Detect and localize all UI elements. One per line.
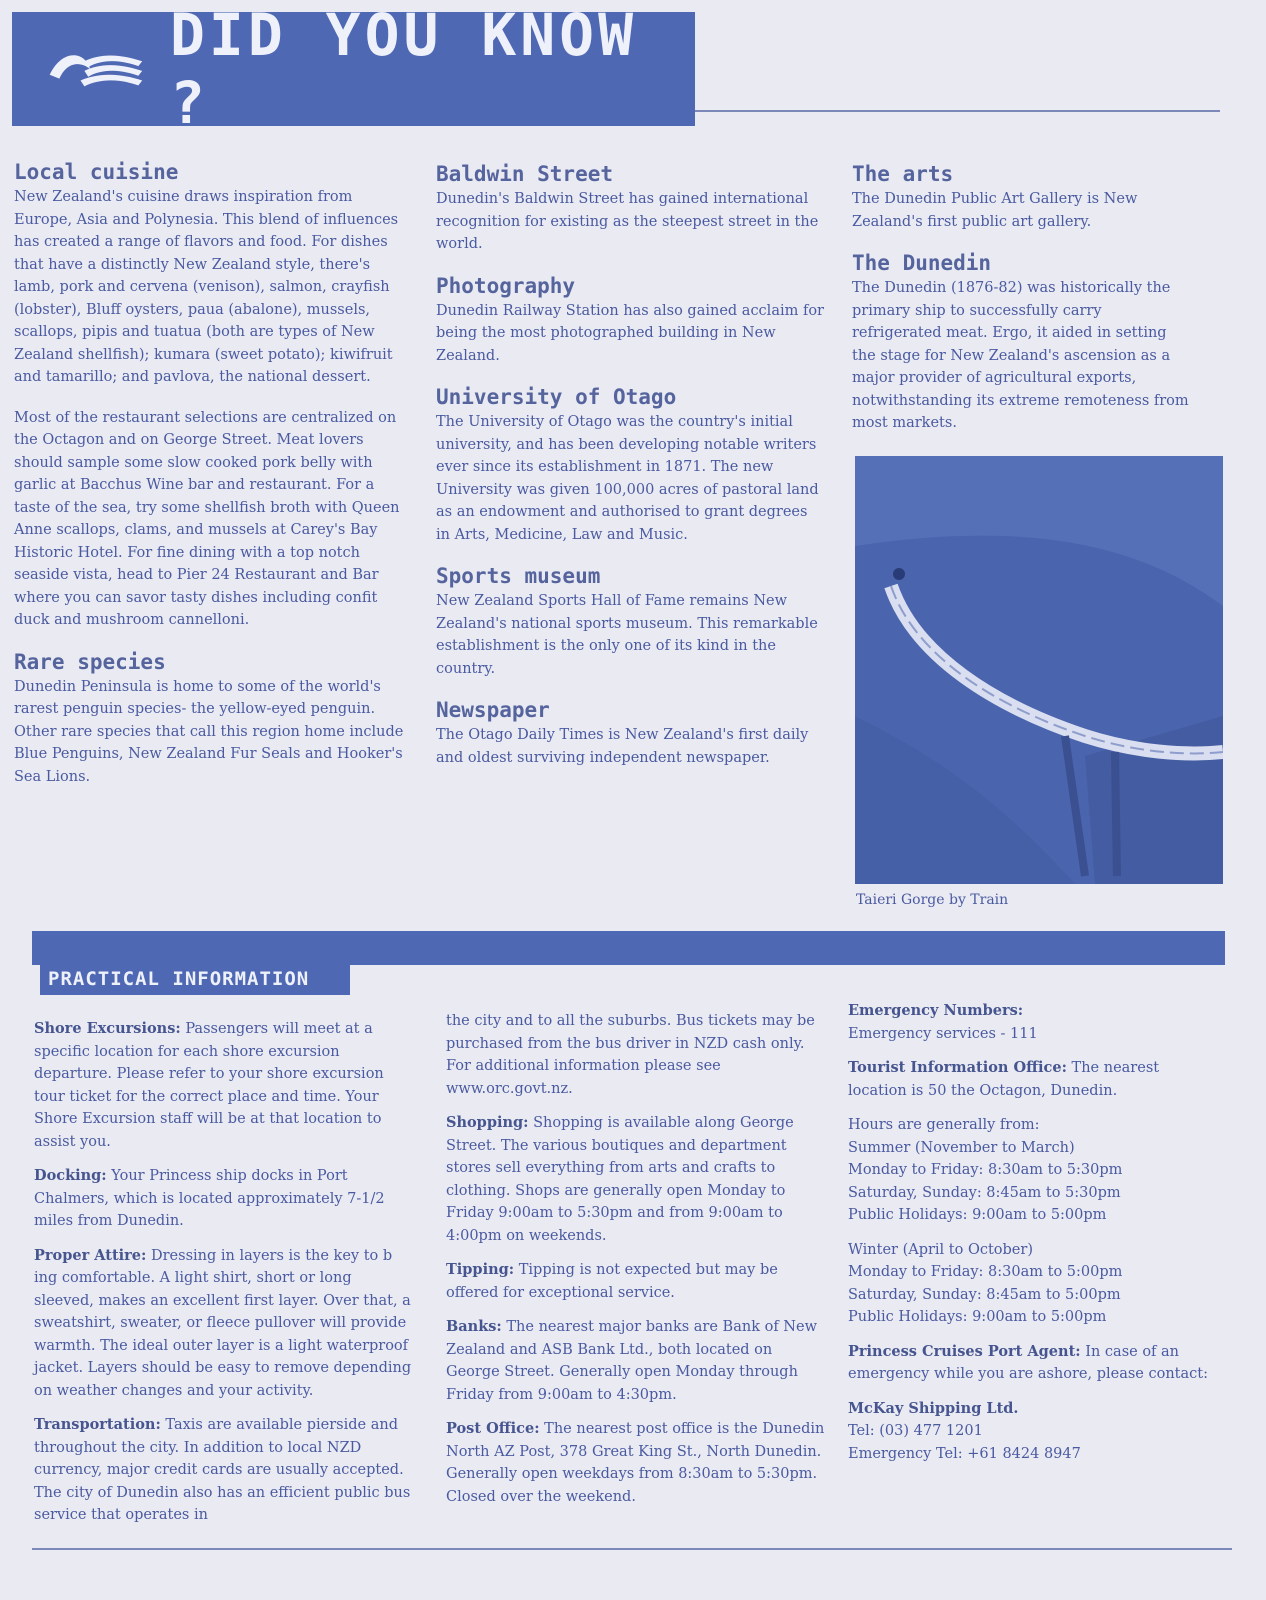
hours-line: Monday to Friday: 8:30am to 5:30pm [848,1162,1123,1178]
photo-caption: Taieri Gorge by Train [856,892,1009,908]
section-body: Dunedin Railway Station has also gained acclaim for being the most photographed building in New Zealand. [436,302,824,364]
info-text: Your Princess ship docks in Port Chalmers, which is located approximately 7-1/2 miles from Dunedin. [34,1168,385,1229]
info-text: The nearest post office is the Dunedin North AZ Post, 378 Great King St., North Dunedin. Generally open weekdays from 8:30am to 5:30pm. Closed over the weekend. [446,1421,825,1505]
info-text: In case of an emergency while you are ashore, please contact: [848,1343,1208,1382]
section-the-dunedin [852,251,1192,435]
princess-waves-logo-icon [42,39,148,99]
info-label: Shopping: [446,1114,529,1131]
section-body: The Dunedin Public Art Gallery is New Zealand's first public art gallery. [852,191,1138,230]
info-post-office [446,1418,826,1508]
info-transportation [34,1414,414,1527]
info-port-agent [848,1341,1208,1386]
practical-column-1 [34,1018,414,1539]
section-sports-museum [436,564,826,680]
practical-info-title: PRACTICAL INFORMATION [40,963,350,995]
hours-intro: Hours are generally from: [848,1117,1040,1133]
section-university [436,385,826,546]
info-shore-excursions [34,1018,414,1153]
info-label: Transportation: [34,1416,161,1433]
practical-info-bar [32,931,1225,965]
info-label: Shore Excursions: [34,1020,181,1037]
info-agent-contact [848,1398,1208,1466]
info-text: Shopping is available along George Street. The various boutiques and department stores sell everything from arts and crafts to clothing. Shops are generally open Monday to Friday 9:00am to 5:30pm and from 9:00am to 4:00pm on weekends. [446,1115,794,1244]
section-heading: Rare species [14,649,166,674]
info-label: Princess Cruises Port Agent: [848,1342,1081,1360]
info-transportation-cont [446,1010,826,1100]
section-body: New Zealand Sports Hall of Fame remains New Zealand's national sports museum. This remarkable establishment is the only one of its kind in the country. [436,593,818,677]
section-local-cuisine [14,160,414,389]
info-tipping [446,1259,826,1304]
section-body: New Zealand's cuisine draws inspiration from Europe, Asia and Polynesia. This blend of influences has created a range of flavors and food. For dishes that have a distinctly New Zealand style, there's lamb, pork and cervena (venison), salmon, crayfish (lobster), Bluff oysters, paua (abalone), mussels, scallops, pipis and tuatua (both are types of New Zealand shellfish); kumara (sweet potato); kiwifruit and tamarillo; and pavlova, the national dessert. [14,189,399,385]
info-banks [446,1316,826,1406]
hours-line: Public Holidays: 9:00am to 5:00pm [848,1207,1107,1223]
agent-tel: Tel: (03) 477 1201 [848,1423,983,1439]
column-2 [436,162,826,787]
section-heading: Photography [436,273,576,298]
info-label: Emergency Numbers: [848,1002,1024,1019]
agent-name: McKay Shipping Ltd. [848,1399,1019,1417]
hours-line: Saturday, Sunday: 8:45am to 5:30pm [848,1184,1121,1201]
info-proper-attire [34,1245,414,1403]
section-heading: University of Otago [436,385,677,409]
page-title: DID YOU KNOW ? [169,1,638,137]
info-label: Banks: [446,1318,502,1335]
column-1 [14,160,414,806]
info-text: Dressing in layers is the key to b ing comfortable. A light shirt, short or long sleeved, makes an excellent first layer. Over that, a sweatshirt, sweater, or fleece pullover will provide warmth. The ideal outer layer is a light waterproof jacket. Layers should be easy to remove depending on weather changes and your activity. [34,1247,412,1399]
info-label: Docking: [34,1167,107,1184]
section-photography [436,274,826,368]
info-tourist-office [848,1057,1208,1102]
header-banner [12,1,695,137]
hours-line: Saturday, Sunday: 8:45am to 5:00pm [848,1286,1121,1303]
hours-line: Monday to Friday: 8:30am to 5:00pm [848,1264,1123,1280]
info-text: Taxis are available pierside and throughout the city. In addition to local NZD currency, major credit cards are usually accepted. The city of Dunedin also has an efficient public bus service that operates in [34,1417,411,1523]
section-baldwin-street [436,162,826,256]
info-docking [34,1165,414,1233]
section-heading: Sports museum [436,564,601,588]
info-text: Emergency services - 111 [848,1025,1038,1042]
train-photo-illustration [855,456,1223,884]
info-emergency [848,1000,1208,1045]
section-newspaper [436,698,826,769]
section-heading: Newspaper [436,698,550,722]
section-body: Most of the restaurant selections are centralized on the Octagon and on George Street. Meat lovers should sample some slow cooked pork belly with garlic at Bacchus Wine bar and restaurant. For a taste of the sea, try some shellfish broth with Queen Anne scallops, clams, and mussels at Carey's Bay Historic Hotel. For fine dining with a top notch seaside vista, head to Pier 24 Restaurant and Bar where you can savor tasty dishes including confit duck and mushroom cannelloni. [14,409,400,628]
info-winter-hours [848,1239,1208,1329]
info-label: Proper Attire: [34,1246,147,1264]
bottom-rule [32,1548,1232,1550]
info-text: The nearest location is 50 the Octagon, Dunedin. [848,1060,1160,1099]
info-text: The nearest major banks are Bank of New Zealand and ASB Bank Ltd., both located on George Street. Generally open Monday through Friday from 9:00am to 4:30pm. [446,1319,817,1403]
section-heading: Local cuisine [14,160,179,184]
info-label: Post Office: [446,1420,540,1437]
info-label: Tourist Information Office: [848,1059,1067,1076]
section-rare-species [14,650,414,789]
section-restaurants [14,407,414,632]
section-body: The Otago Daily Times is New Zealand's first daily and oldest surviving independent newspaper. [436,727,809,766]
info-label: Tipping: [446,1261,515,1278]
train-gorge-photo [855,456,1223,884]
info-text: Tipping is not expected but may be offered for exceptional service. [446,1262,778,1301]
hours-line: Summer (November to March) [848,1139,1075,1156]
section-heading: The Dunedin [852,251,992,275]
header-rule [695,110,1220,112]
practical-column-2 [446,1010,826,1520]
section-body: The Dunedin (1876-82) was historically the primary ship to successfully carry refrigerated meat. Ergo, it aided in setting the stage for New Zealand's ascension as a major provider of agricultural exports, notwithstanding its extreme remoteness from most markets. [852,280,1189,431]
info-text: Passengers will meet at a specific location for each shore excursion departure. Please refer to your shore excursion tour ticket for the correct place and time. Your Shore Excursion staff will be at that location to assist you. [34,1021,384,1150]
practical-column-3 [848,1000,1208,1477]
info-shopping [446,1112,826,1247]
agent-emergency-tel: Emergency Tel: +61 8424 8947 [848,1445,1081,1462]
section-body: Dunedin Peninsula is home to some of the world's rarest penguin species- the yellow-eyed penguin. Other rare species that call this region home include Blue Penguins, New Zealand Fur Seals and Hooker's Sea Lions. [14,678,404,785]
column-3 [852,162,1192,453]
hours-line: Public Holidays: 9:00am to 5:00pm [848,1309,1107,1325]
section-heading: The arts [852,162,954,186]
section-body: The University of Otago was the country's initial university, and has been developing notable writers ever since its establishment in 1871. The new University was given 100,000 acres of pastoral land as an endowment and authorised to grant degrees in Arts, Medicine, Law and Music. [436,414,819,543]
info-hours [848,1114,1208,1227]
hours-line: Winter (April to October) [848,1241,1033,1258]
info-text: the city and to all the suburbs. Bus tickets may be purchased from the bus driver in NZD cash only. For additional information please see www.orc.govt.nz. [446,1013,815,1097]
section-body: Dunedin's Baldwin Street has gained international recognition for existing as the steepest street in the world. [436,191,819,252]
section-heading: Baldwin Street [436,162,614,186]
section-the-arts [852,162,1192,233]
